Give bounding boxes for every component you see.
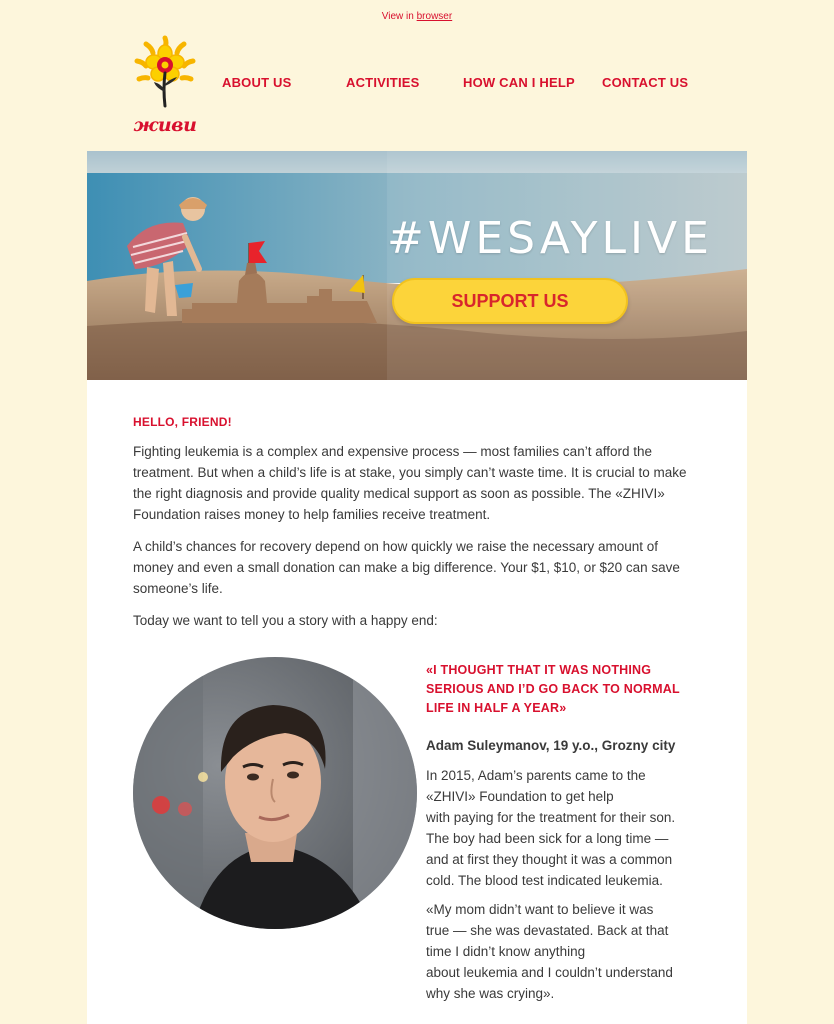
nav-contact-us[interactable]: CONTACT US xyxy=(602,75,689,90)
intro-paragraph-3: Today we want to tell you a story with a happy end: xyxy=(133,613,438,628)
view-in-browser-link[interactable]: browser xyxy=(416,11,453,22)
nav-activities[interactable]: ACTIVITIES xyxy=(346,75,420,90)
email-card xyxy=(87,151,747,1024)
hero-banner xyxy=(87,151,747,380)
story-person-name: Adam Suleymanov, 19 y.o., Grozny city xyxy=(426,738,676,753)
flower-logo-icon xyxy=(132,34,198,114)
adam-portrait-photo xyxy=(133,657,417,929)
support-us-button[interactable]: SUPPORT US xyxy=(392,278,628,324)
story-paragraph-1: In 2015, Adam’s parents came to the «ZHIVI» Foundation to get help with paying for the treatment for their son. The boy had been sick for a long time — and at first they thought it was a common cold. The blood test indicated leukemia. xyxy=(426,768,676,888)
greeting: HELLO, FRIEND! xyxy=(133,415,232,429)
logo-text: живи xyxy=(133,114,197,136)
nav-about-us[interactable]: ABOUT US xyxy=(222,75,292,90)
story-section xyxy=(133,651,693,1024)
hero-hashtag: #WESAYLIVE xyxy=(387,213,713,264)
portrait-image xyxy=(133,657,417,929)
zhivi-logo[interactable] xyxy=(132,34,198,136)
intro-paragraph-1: Fighting leukemia is a complex and expensive process — most families can’t afford the treatment. But when a child’s life is at stake, you simply can’t waste time. It is crucial to make the right diagnosis and provide quality medical support as soon as possible. The «ZHIVI» Foundation raises money to help families receive treatment. xyxy=(133,444,687,522)
nav-how-can-i-help[interactable]: HOW CAN I HELP xyxy=(463,75,575,90)
preheader-text: View in xyxy=(381,11,417,22)
intro-paragraph-2: A child’s chances for recovery depend on how quickly we raise the necessary amount of money and even a small donation can make a big difference. Your $1, $10, or $20 can save someone’s life. xyxy=(133,539,680,596)
story-quote-title: «I THOUGHT THAT IT WAS NOTHING SERIOUS AND I’D GO BACK TO NORMAL LIFE IN HALF A YEAR» xyxy=(426,663,680,715)
story-paragraph-2: «My mom didn’t want to believe it was true — she was devastated. Back at that time I didn’t know anything about leukemia and I couldn’t understand why she was crying». xyxy=(426,902,673,1001)
preheader xyxy=(0,11,834,22)
story-text-column xyxy=(426,661,696,1012)
header xyxy=(87,30,747,140)
intro-content xyxy=(133,415,693,642)
beach-illustration xyxy=(87,151,747,380)
